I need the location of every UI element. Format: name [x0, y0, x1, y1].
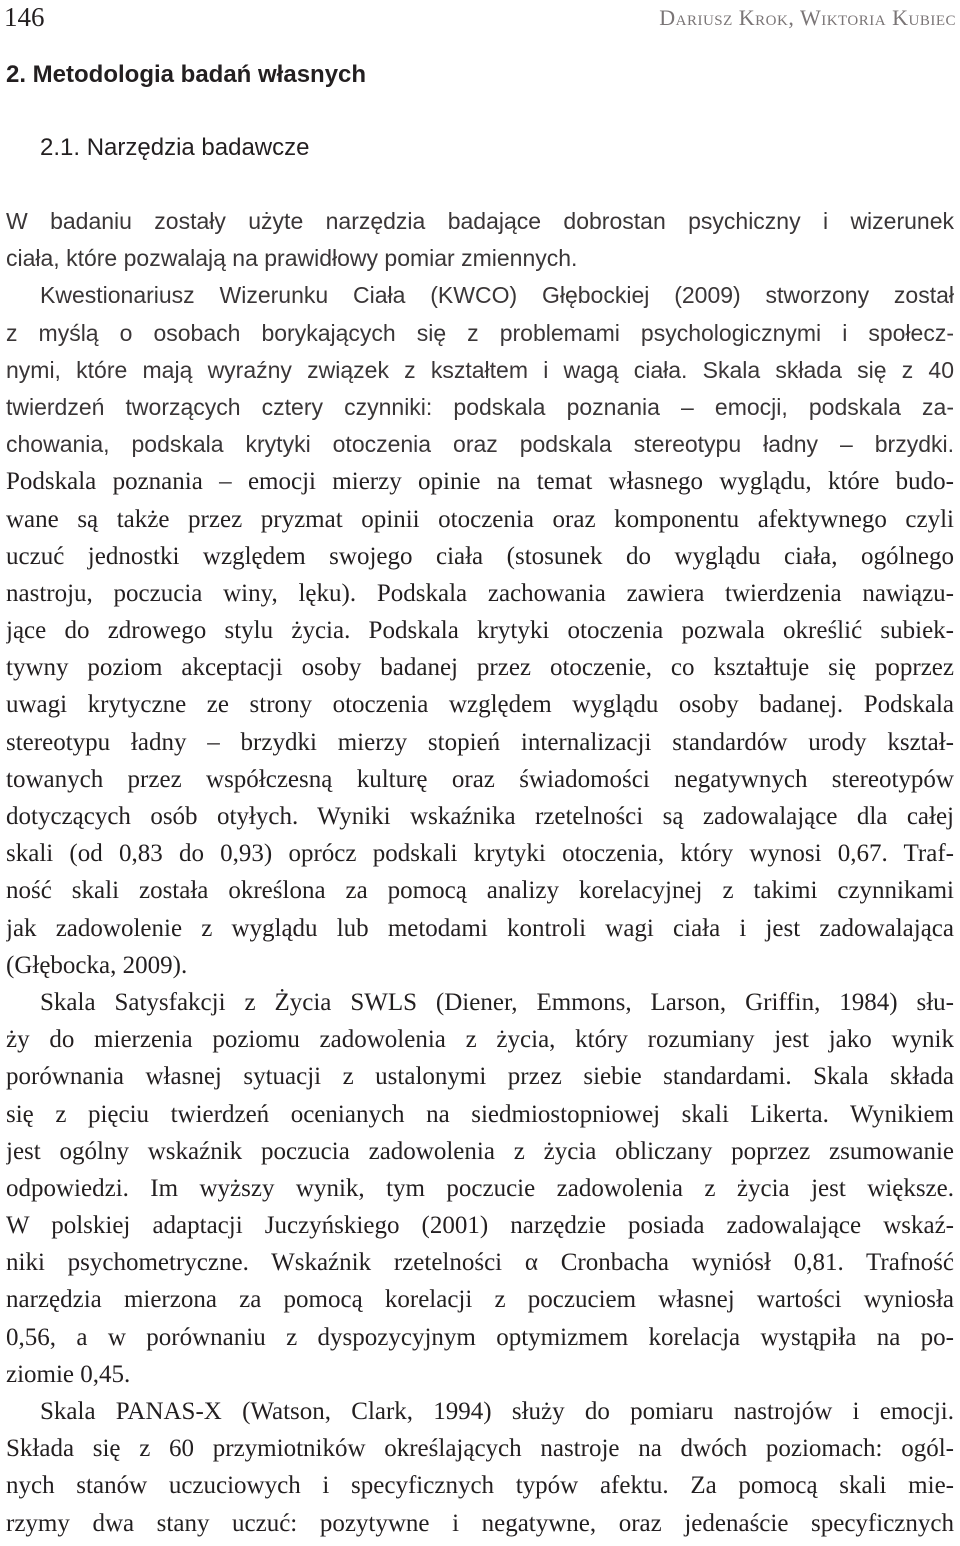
text-line: uwagi krytyczne ze strony otoczenia względem wyglądu osoby badanej. Podskala [6, 691, 954, 719]
text-line: porównania własnej sytuacji z ustalonymi przez siebie standardami. Skala składa [6, 1063, 954, 1091]
text-line: ży do mierzenia poziomu zadowolenia z życia, który rozumiany jest jako wynik [6, 1026, 954, 1054]
text-line: uczuć jednostki względem swojego ciała (stosunek do wyglądu ciała, ogólnego [6, 542, 954, 570]
text-line: odpowiedzi. Im wyższy wynik, tym poczucie zadowolenia z życia jest większe. [6, 1174, 954, 1202]
text-line: chowania, podskala krytyki otoczenia oraz podskala stereotypu ładny – brzydki. [6, 431, 954, 458]
text-line: jące do zdrowego stylu życia. Podskala krytyki otoczenia pozwala określić subiek- [6, 617, 954, 645]
text-line: wane są także przez pryzmat opinii otoczenia oraz komponentu afektywnego czyli [6, 505, 954, 533]
text-line: W polskiej adaptacji Juczyńskiego (2001) narzędzie posiada zadowalające wskaź- [6, 1212, 954, 1240]
section-title: 2. Metodologia badań własnych [6, 61, 367, 88]
text-line: się z pięciu twierdzeń ocenianych na siedmiostopniowej skali Likerta. Wynikiem [6, 1100, 954, 1128]
text-line: nymi, które mają wyraźny związek z kształtem i wagą ciała. Skala składa się z 40 [6, 356, 954, 383]
text-line: towanych przez współczesną kulturę oraz świadomości negatywnych stereotypów [6, 765, 954, 793]
text-line: rzymy dwa stany uczuć: pozytywne i negatywne, oraz jedenaście specyficznych [6, 1509, 954, 1537]
text-line: 0,56, a w porównaniu z dyspozycyjnym optymizmem korelacja wystąpiła na po- [6, 1323, 954, 1351]
text-line: niki psychometryczne. Wskaźnik rzetelności α Cronbacha wyniósł 0,81. Trafność [6, 1249, 954, 1277]
text-line: tywny poziom akceptacji osoby badanej przez otoczenie, co kształtuje się poprzez [6, 654, 954, 682]
text-line: jest ogólny wskaźnik poczucia zadowolenia z życia obliczany poprzez zsumowanie [6, 1137, 954, 1165]
subsection-title: 2.1. Narzędzia badawcze [40, 134, 310, 161]
text-line: Skala Satysfakcji z Życia SWLS (Diener, Emmons, Larson, Griffin, 1984) słu- [40, 988, 954, 1016]
text-line: stereotypu ładny – brzydki mierzy stopień internalizacji standardów urody kształ- [6, 728, 954, 756]
text-line: W badaniu zostały użyte narzędzia badające dobrostan psychiczny i wizerunek [6, 208, 954, 234]
text-line: ność skali została określona za pomocą analizy korelacyjnej z takimi czynnikami [6, 877, 954, 905]
text-line: ciała, które pozwalają na prawidłowy pomiar zmiennych. [6, 245, 578, 272]
text-line: narzędzia mierzona za pomocą korelacji z poczuciem własnej wartości wyniosła [6, 1286, 954, 1314]
text-line: skali (od 0,83 do 0,93) oprócz podskali krytyki otoczenia, który wynosi 0,67. Traf- [6, 840, 954, 868]
text-line: twierdzeń tworzących cztery czynniki: podskala poznania – emocji, podskala za- [6, 393, 954, 420]
text-line: jak zadowolenie z wyglądu lub metodami kontroli wagi ciała i jest zadowalająca [6, 914, 954, 942]
text-line: (Głębocka, 2009). [6, 951, 188, 979]
text-line: nych stanów uczuciowych i specyficznych typów afektu. Za pomocą skali mie- [6, 1472, 954, 1500]
text-line: Kwestionariusz Wizerunku Ciała (KWCO) Głębockiej (2009) stworzony został [40, 282, 954, 309]
running-head: Dariusz Krok, Wiktoria Kubiec [659, 5, 956, 30]
text-line: Składa się z 60 przymiotników określających nastroje na dwóch poziomach: ogól- [6, 1435, 954, 1463]
page-header [4, 0, 956, 34]
text-line: Skala PANAS-X (Watson, Clark, 1994) służy do pomiaru nastrojów i emocji. [40, 1398, 954, 1425]
body-text [6, 203, 954, 1542]
text-line: dotyczących osób otyłych. Wyniki wskaźnika rzetelności są zadowalające dla całej [6, 803, 954, 830]
text-line: z myślą o osobach borykających się z problemami psychologicznymi i społecz- [6, 319, 954, 346]
page-number: 146 [4, 2, 45, 32]
text-line: Podskala poznania – emocji mierzy opinie na temat własnego wyglądu, które budo- [6, 468, 954, 496]
text-line: ziomie 0,45. [6, 1360, 131, 1388]
text-line: nastroju, poczucia winy, lęku). Podskala zachowania zawiera twierdzenia nawiązu- [6, 579, 954, 607]
